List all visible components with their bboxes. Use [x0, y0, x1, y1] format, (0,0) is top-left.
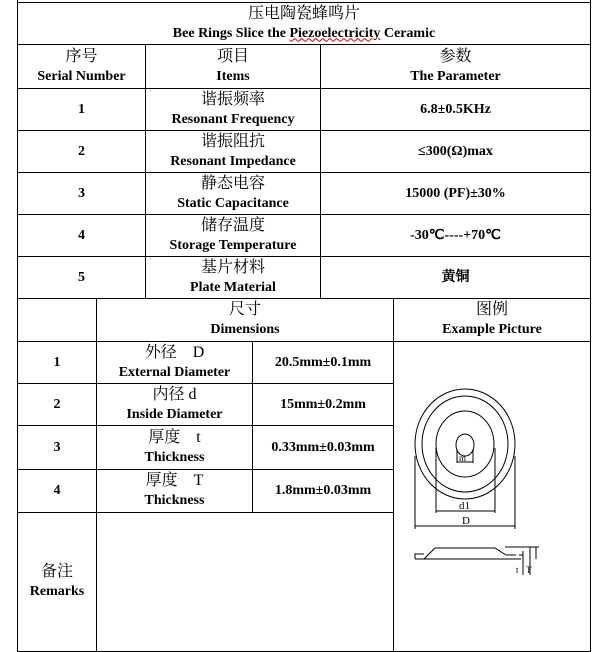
picture-header-en: Example Picture [442, 322, 542, 337]
label-T: T [526, 565, 532, 575]
title-cell [17, 2, 591, 45]
dim-serial: 4 [53, 483, 61, 498]
remarks-label [17, 512, 97, 652]
dims-header-blank [17, 298, 97, 342]
dim-serial: 2 [53, 396, 61, 412]
table-row-value [320, 172, 591, 215]
header-serial [17, 44, 146, 89]
table-row-serial [17, 172, 146, 215]
serial-number: 4 [78, 227, 85, 243]
item-zh: 谐振阻抗 [200, 132, 265, 150]
remarks-en: Remarks [29, 584, 85, 599]
label-t: t [516, 565, 519, 575]
param-value: 黄铜 [441, 269, 470, 285]
dim-row-serial [17, 383, 97, 426]
dim-row-serial [17, 425, 97, 470]
dims-header-en: Dimensions [210, 322, 280, 337]
outer-ring [415, 389, 515, 499]
dim-row-serial [17, 341, 97, 384]
table-row-serial [17, 256, 146, 299]
title-en-post: Ceramic [380, 25, 436, 41]
header-param-zh: 参数 [439, 47, 472, 65]
dim-zh: 外径 D [144, 343, 205, 361]
dim-serial: 1 [53, 354, 61, 370]
table-row-value [320, 130, 591, 173]
dim-row-item [96, 469, 253, 513]
serial-number: 3 [78, 185, 85, 201]
header-param [320, 44, 591, 89]
title-zh: 压电陶瓷蜂鸣片 [247, 4, 360, 22]
remarks-zh: 备注 [40, 563, 73, 580]
dim-row-item [96, 341, 253, 384]
table-row-value [320, 214, 591, 257]
dim-en: External Diameter [118, 364, 231, 380]
dim-row-item [96, 425, 253, 470]
side-profile [415, 548, 521, 559]
dim-zh: 厚度 t [148, 428, 201, 446]
item-en: Resonant Impedance [170, 153, 296, 169]
title-en [173, 24, 435, 44]
item-en: Plate Material [190, 279, 276, 295]
header-items [145, 44, 321, 89]
header-serial-en: Serial Number [37, 68, 126, 84]
title-en-spellcheck: Piezoelectricity [289, 25, 381, 41]
dim-en: Inside Diameter [126, 406, 223, 422]
dim-row-value [252, 425, 394, 470]
item-en: Storage Temperature [169, 237, 297, 253]
dim-value: 1.8mm±0.03mm [274, 483, 372, 498]
table-row-serial [17, 214, 146, 257]
inner-ring [436, 411, 494, 477]
table-row-value [320, 256, 591, 299]
table-row-value [320, 88, 591, 131]
dim-value: 0.33mm±0.03mm [271, 439, 375, 455]
table-row-item [145, 88, 321, 131]
param-value: -30℃----+70℃ [410, 227, 501, 243]
dim-serial: 3 [53, 439, 61, 455]
header-items-zh: 项目 [216, 47, 249, 65]
item-zh: 基片材料 [200, 258, 265, 276]
header-param-en: The Parameter [410, 68, 501, 84]
item-en: Static Capacitance [177, 195, 289, 211]
label-d1: d1 [459, 500, 470, 512]
dim-row-value [252, 469, 394, 513]
dims-header [96, 298, 394, 342]
picture-header-zh: 图例 [475, 301, 508, 318]
serial-number: 2 [78, 143, 85, 159]
dim-en: Thickness [144, 449, 205, 465]
serial-number: 5 [78, 269, 85, 285]
label-D: D [462, 515, 470, 527]
param-value: 15000 (PF)±30% [405, 185, 506, 201]
buzzer-drawing [393, 341, 591, 601]
dim-value: 20.5mm±0.1mm [274, 354, 372, 370]
title-en-pre: Bee Rings Slice the [172, 25, 290, 41]
item-zh: 储存温度 [200, 216, 265, 234]
dim-zh: 内径 d [152, 385, 197, 403]
label-m: m [459, 453, 467, 463]
header-serial-zh: 序号 [65, 47, 98, 65]
dim-row-item [96, 383, 253, 426]
dim-row-value [252, 341, 394, 384]
table-row-item [145, 172, 321, 215]
param-value: ≤300(Ω)max [418, 143, 493, 159]
table-row-item [145, 214, 321, 257]
dim-row-value [252, 383, 394, 426]
table-row-serial [17, 130, 146, 173]
dims-header-zh: 尺寸 [228, 301, 261, 318]
dim-row-serial [17, 469, 97, 513]
header-items-en: Items [216, 68, 250, 84]
serial-number: 1 [78, 101, 85, 117]
item-zh: 静态电容 [200, 174, 265, 192]
item-zh: 谐振频率 [200, 90, 265, 108]
remarks-value [96, 512, 394, 652]
param-value: 6.8±0.5KHz [420, 101, 491, 117]
dim-zh: 厚度 T [145, 472, 204, 489]
item-en: Resonant Frequency [171, 111, 295, 127]
picture-header [393, 298, 591, 342]
table-row-serial [17, 88, 146, 131]
table-row-item [145, 256, 321, 299]
table-row-item [145, 130, 321, 173]
dim-en: Thickness [144, 493, 205, 508]
dim-value: 15mm±0.2mm [280, 396, 366, 412]
